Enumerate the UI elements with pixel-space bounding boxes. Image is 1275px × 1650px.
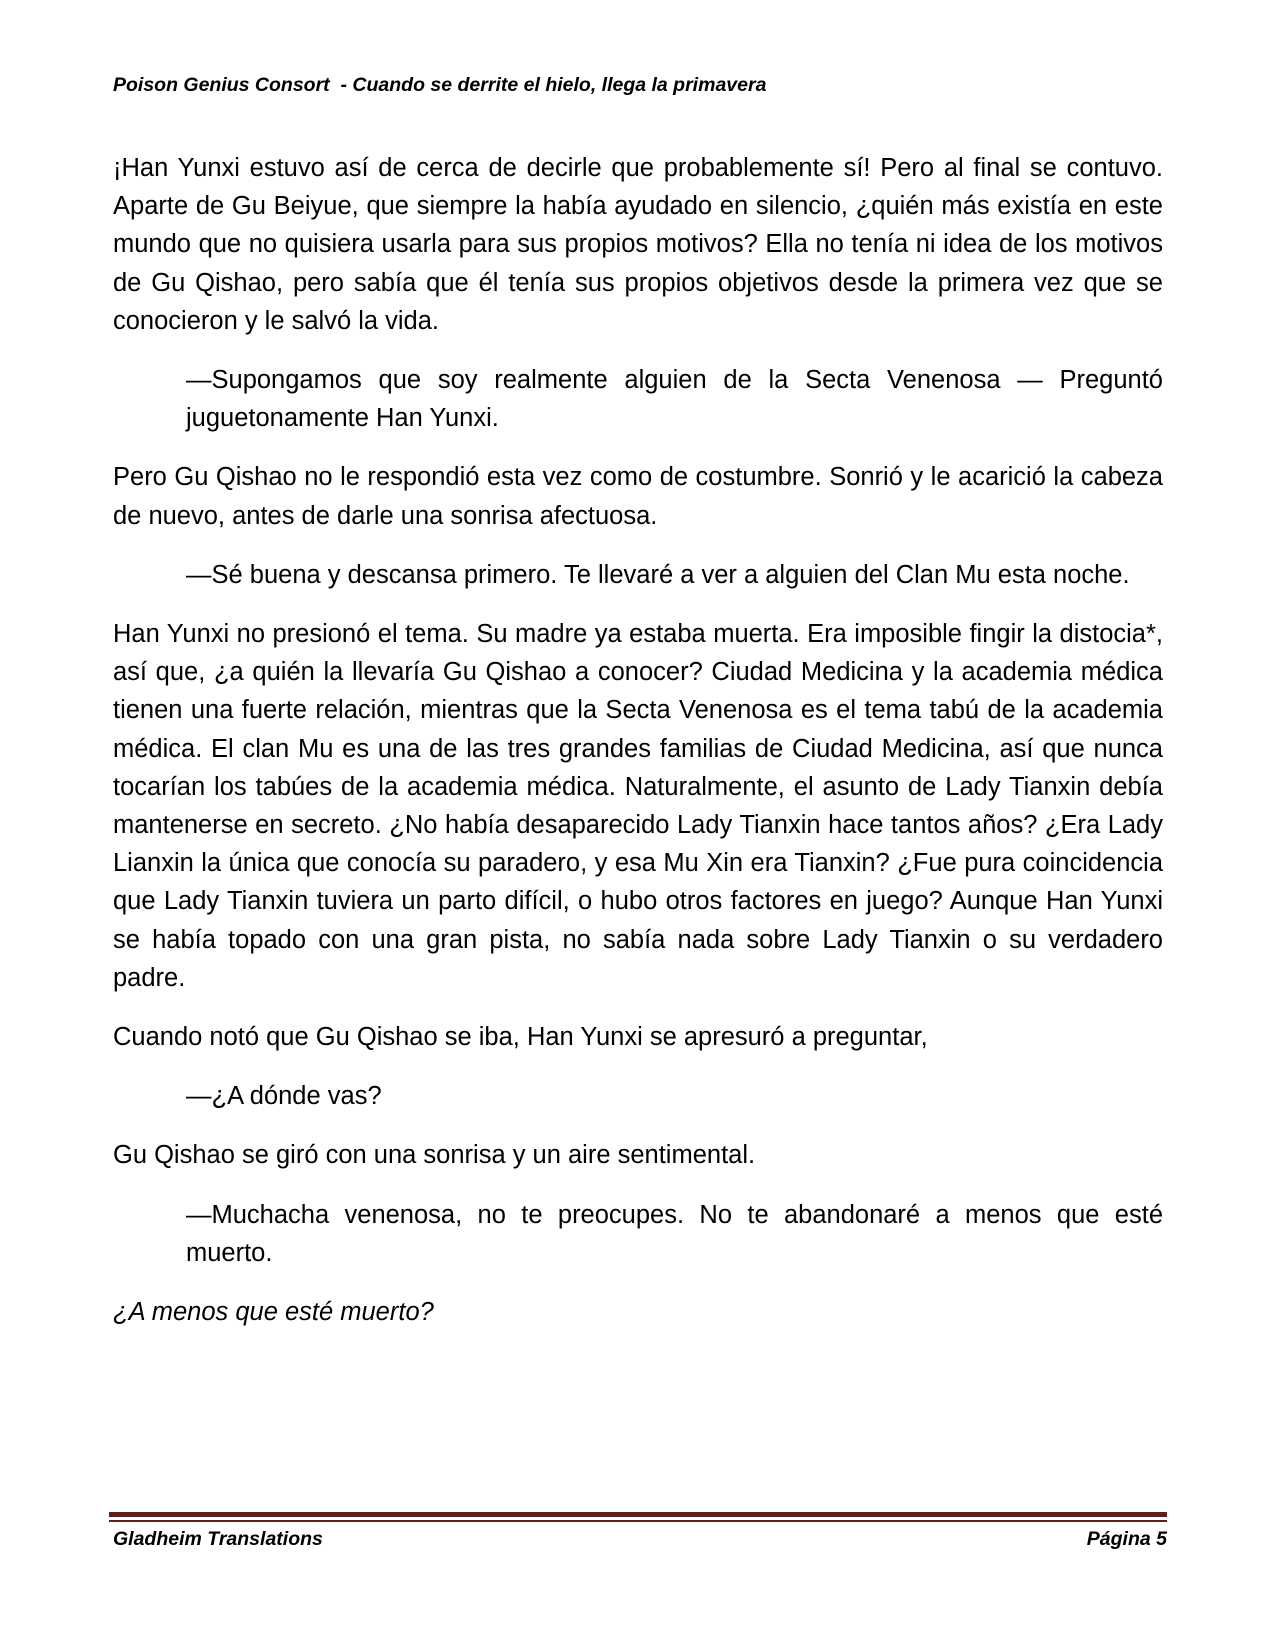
dialogue-paragraph: —Supongamos que soy realmente alguien de la Secta Venenosa — Preguntó juguetonamente Han Yunxi. [186, 366, 1163, 433]
dialogue-paragraph: —¿A dónde vas? [186, 1082, 382, 1111]
paragraph: Cuando notó que Gu Qishao se iba, Han Yunxi se apresuró a preguntar, [113, 1023, 928, 1052]
footer-rule-thin [109, 1520, 1167, 1522]
footer-page-number: Página 5 [1086, 1528, 1167, 1550]
document-body [113, 149, 1163, 1352]
paragraph: Gu Qishao se giró con una sonrisa y un aire sentimental. [113, 1141, 756, 1170]
paragraph: Pero Gu Qishao no le respondió esta vez como de costumbre. Sonrió y le acarició la cabeza de nuevo, antes de darle una sonrisa afectuosa. [113, 463, 1163, 530]
italic-thought-paragraph: ¿A menos que esté muerto? [113, 1298, 434, 1327]
dialogue-paragraph: —Muchacha venenosa, no te preocupes. No te abandonaré a menos que esté muerto. [186, 1200, 1163, 1267]
page-header-title: Poison Genius Consort - Cuando se derrite el hielo, llega la primavera [113, 74, 767, 96]
paragraph: ¡Han Yunxi estuvo así de cerca de decirle que probablemente sí! Pero al final se contuvo. Aparte de Gu Beiyue, que siempre la había ayudado en silencio, ¿quién más existía en este mundo que no quisiera usarla para sus propios motivos? Ella no tenía ni idea de los motivos de Gu Qishao, pero sabía que él tenía sus propios objetivos desde la primera vez que se conocieron y le salvó la vida. [113, 154, 1163, 335]
paragraph: Han Yunxi no presionó el tema. Su madre ya estaba muerta. Era imposible fingir la distocia*, así que, ¿a quién la llevaría Gu Qishao a conocer? Ciudad Medicina y la academia médica tienen una fuerte relación, mientras que la Secta Venenosa es el tema tabú de la academia médica. El clan Mu es una de las tres grandes familias de Ciudad Medicina, así que nunca tocarían los tabúes de la academia médica. Naturalmente, el asunto de Lady Tianxin debía mantenerse en secreto. ¿No había desaparecido Lady Tianxin hace tantos años? ¿Era Lady Lianxin la única que conocía su paradero, y esa Mu Xin era Tianxin? ¿Fue pura coincidencia que Lady Tianxin tuviera un parto difícil, o hubo otros factores en juego? Aunque Han Yunxi se había topado con una gran pista, no sabía nada sobre Lady Tianxin o su verdadero padre. [113, 620, 1163, 992]
dialogue-paragraph: —Sé buena y descansa primero. Te llevaré a ver a alguien del Clan Mu esta noche. [186, 560, 1130, 589]
footer-publisher: Gladheim Translations [113, 1528, 323, 1550]
footer-rule-thick [109, 1512, 1167, 1517]
